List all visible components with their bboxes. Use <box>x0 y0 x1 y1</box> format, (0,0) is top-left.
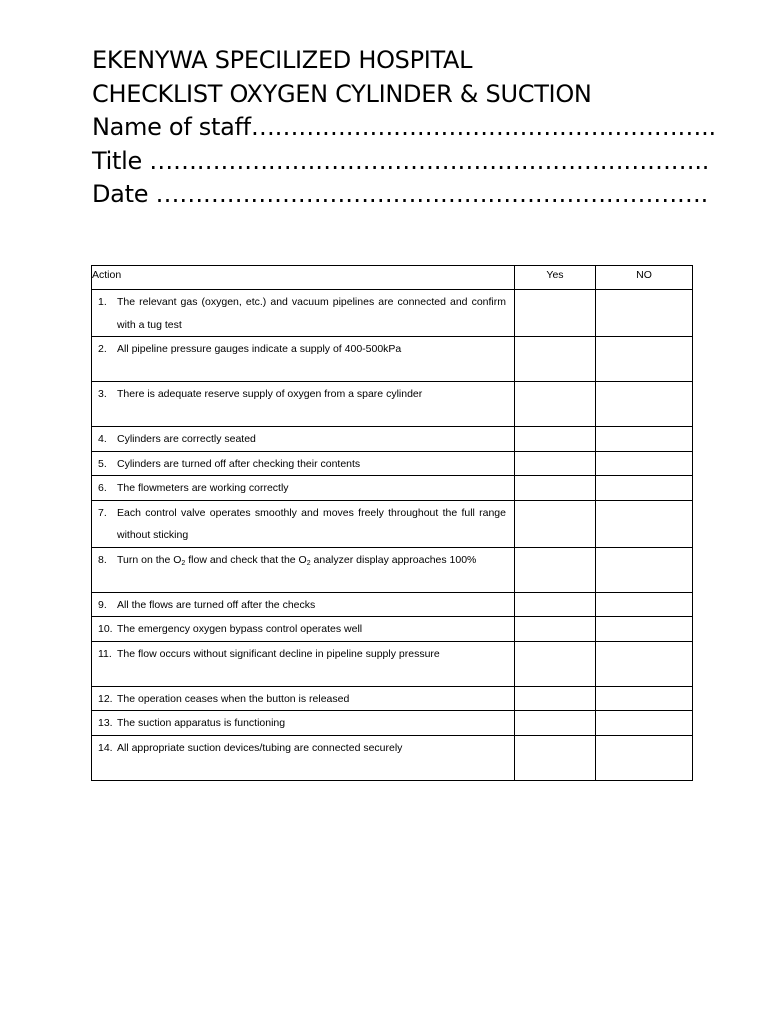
column-header-action: Action <box>92 266 515 290</box>
item-text: All the flows are turned off after the checks <box>117 598 316 611</box>
item-number: 3. <box>98 388 107 400</box>
action-cell <box>92 735 515 780</box>
table-row <box>92 711 693 736</box>
column-header-no: NO <box>596 266 693 290</box>
yes-checkbox-cell[interactable] <box>515 617 596 642</box>
item-text: The suction apparatus is functioning <box>117 717 286 729</box>
item-text <box>117 549 506 572</box>
yes-checkbox-cell[interactable] <box>515 735 596 780</box>
table-row <box>92 500 693 547</box>
item-text: The flowmeters are working correctly <box>117 482 289 494</box>
yes-checkbox-cell[interactable] <box>515 547 596 592</box>
action-cell <box>92 500 515 547</box>
action-cell <box>92 711 515 736</box>
no-checkbox-cell[interactable] <box>596 547 693 592</box>
table-header-row <box>92 266 693 290</box>
item-number: 6. <box>98 482 107 494</box>
yes-checkbox-cell[interactable] <box>515 711 596 736</box>
yes-checkbox-cell[interactable] <box>515 686 596 711</box>
table-row <box>92 451 693 476</box>
action-cell <box>92 337 515 382</box>
item-number: 10. <box>98 623 113 635</box>
action-cell <box>92 686 515 711</box>
action-cell <box>92 427 515 452</box>
action-cell <box>92 617 515 642</box>
action-cell <box>92 476 515 501</box>
item-text: The emergency oxygen bypass control operates well <box>117 623 363 635</box>
item-number: 4. <box>98 433 107 445</box>
yes-checkbox-cell[interactable] <box>515 451 596 476</box>
no-checkbox-cell[interactable] <box>596 641 693 686</box>
date-field: Date ……………………………………………………………. <box>92 180 708 208</box>
no-checkbox-cell[interactable] <box>596 382 693 427</box>
item-number: 11. <box>98 647 112 660</box>
column-header-yes: Yes <box>515 266 596 290</box>
document-header <box>92 44 732 212</box>
action-cell <box>92 547 515 592</box>
item-text-part: flow and check that the O <box>185 553 307 566</box>
yes-checkbox-cell[interactable] <box>515 641 596 686</box>
item-text: The operation ceases when the button is released <box>117 692 350 705</box>
yes-checkbox-cell[interactable] <box>515 476 596 501</box>
table-row <box>92 547 693 592</box>
item-number: 9. <box>98 598 107 611</box>
yes-checkbox-cell[interactable] <box>515 500 596 547</box>
action-cell <box>92 592 515 617</box>
table-row <box>92 641 693 686</box>
item-number: 8. <box>98 553 107 566</box>
yes-checkbox-cell[interactable] <box>515 290 596 337</box>
no-checkbox-cell[interactable] <box>596 476 693 501</box>
no-checkbox-cell[interactable] <box>596 337 693 382</box>
staff-title-field: Title …………………………………………………………….. <box>92 146 710 175</box>
action-cell <box>92 451 515 476</box>
table-row <box>92 290 693 337</box>
checklist-title: CHECKLIST OXYGEN CYLINDER & SUCTION <box>92 79 592 108</box>
no-checkbox-cell[interactable] <box>596 290 693 337</box>
hospital-name: EKENYWA SPECILIZED HOSPITAL <box>92 46 473 74</box>
table-row <box>92 735 693 780</box>
table-row <box>92 592 693 617</box>
action-cell <box>92 641 515 686</box>
no-checkbox-cell[interactable] <box>596 711 693 736</box>
item-text: The flow occurs without significant decline in pipeline supply pressure <box>117 647 440 660</box>
item-number: 13. <box>98 717 113 729</box>
item-text: All appropriate suction devices/tubing are connected securely <box>117 741 403 754</box>
yes-checkbox-cell[interactable] <box>515 337 596 382</box>
item-text-part: Turn on the O <box>117 553 182 566</box>
item-text-part: analyzer display approaches 100% <box>310 553 477 566</box>
no-checkbox-cell[interactable] <box>596 735 693 780</box>
no-checkbox-cell[interactable] <box>596 427 693 452</box>
action-cell <box>92 290 515 337</box>
table-row <box>92 337 693 382</box>
no-checkbox-cell[interactable] <box>596 451 693 476</box>
table-row <box>92 382 693 427</box>
item-text: Cylinders are turned off after checking their contents <box>117 457 361 470</box>
item-number: 2. <box>98 343 107 355</box>
no-checkbox-cell[interactable] <box>596 592 693 617</box>
item-number: 1. <box>98 296 107 308</box>
item-text: All pipeline pressure gauges indicate a supply of 400-500kPa <box>117 343 402 355</box>
item-number: 12. <box>98 692 113 705</box>
table-row <box>92 427 693 452</box>
no-checkbox-cell[interactable] <box>596 686 693 711</box>
table-row <box>92 686 693 711</box>
item-text: Each control valve operates smoothly and moves freely throughout the full range without sticking <box>117 506 506 541</box>
yes-checkbox-cell[interactable] <box>515 382 596 427</box>
subscript: 2 <box>181 559 186 567</box>
item-text: Cylinders are correctly seated <box>117 433 256 445</box>
no-checkbox-cell[interactable] <box>596 617 693 642</box>
subscript: 2 <box>306 559 311 567</box>
yes-checkbox-cell[interactable] <box>515 592 596 617</box>
table-row <box>92 617 693 642</box>
no-checkbox-cell[interactable] <box>596 500 693 547</box>
yes-checkbox-cell[interactable] <box>515 427 596 452</box>
item-number: 7. <box>98 506 107 519</box>
action-cell <box>92 382 515 427</box>
table-row <box>92 476 693 501</box>
item-number: 5. <box>98 457 107 470</box>
checklist-table <box>91 265 693 781</box>
staff-name-field: Name of staff………………………………………………….. <box>92 113 716 141</box>
item-text: The relevant gas (oxygen, etc.) and vacuum pipelines are connected and confirm with a tug test <box>117 296 506 331</box>
item-number: 14. <box>98 741 113 754</box>
item-text: There is adequate reserve supply of oxygen from a spare cylinder <box>117 388 423 400</box>
